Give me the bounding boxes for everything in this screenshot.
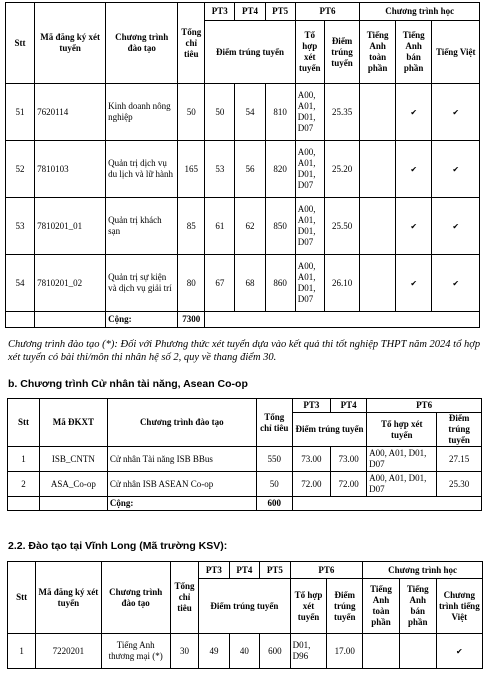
cell-stt: 51: [6, 84, 35, 141]
cell-pt4: 56: [235, 141, 265, 198]
admission-table-vinh-long: [7, 561, 483, 669]
cell-diem: 27.15: [437, 447, 482, 472]
table-row: [8, 472, 482, 497]
cell-to-hop: A00, A01, D01, D07: [295, 255, 324, 312]
cell-to-hop: A00, A01, D01, D07: [295, 198, 324, 255]
cell-pt4: 72.00: [331, 472, 367, 497]
cell-ma: ASA_Co-op: [39, 472, 107, 497]
cell-to-hop: A00, A01, D01, D07: [295, 141, 324, 198]
header-chuong-trinh-hoc: Chương trình học: [363, 562, 483, 579]
check-icon: ✔: [432, 141, 480, 198]
header-chuong-trinh-tieng-viet: Chương trình tiếng Việt: [436, 579, 482, 634]
check-icon: ✔: [395, 198, 432, 255]
cell-pt3: 50: [205, 84, 235, 141]
table-row: [6, 198, 480, 255]
check-icon: ✔: [395, 84, 432, 141]
section-heading-b: b. Chương trình Cử nhân tài năng, Asean Co-op: [8, 378, 248, 390]
cell-stt: 2: [8, 472, 40, 497]
table-row: [6, 84, 480, 141]
check-icon: ✔: [432, 198, 480, 255]
cell-pt4: 68: [235, 255, 265, 312]
header-tong-chi-tieu: Tổng chỉ tiêu: [170, 562, 198, 634]
cell-pt5: 600: [260, 634, 290, 669]
table-row: [6, 255, 480, 312]
header-to-hop: Tổ hợp xét tuyển: [295, 21, 324, 84]
admission-table-talent: [7, 398, 482, 511]
header-diem-trung-tuyen-pt6: Điểm trúng tuyển: [324, 21, 360, 84]
header-pt6: PT6: [290, 562, 363, 579]
cell-diem: 25.30: [437, 472, 482, 497]
admission-table-main: [5, 2, 480, 328]
cell-pt4: 54: [235, 84, 265, 141]
cell-ta-toan-phan: [363, 634, 400, 669]
header-chuong-trinh: Chương trình đào tạo: [106, 3, 178, 84]
section-heading-vinh-long: 2.2. Đào tạo tại Vĩnh Long (Mã trường KSV):: [8, 540, 228, 552]
cell-chuong-trinh: Quản trị khách sạn: [106, 198, 178, 255]
header-tong-chi-tieu: Tổng chỉ tiêu: [256, 399, 292, 447]
cell-ma: 7620114: [35, 84, 106, 141]
table-row: [8, 634, 483, 669]
total-row: [8, 497, 482, 511]
cell-to-hop: D01, D96: [290, 634, 327, 669]
cell-stt: 54: [6, 255, 35, 312]
header-chuong-trinh-hoc: Chương trình học: [360, 3, 480, 21]
cell-chuong-trinh: Quản trị dịch vụ du lịch và lữ hành: [106, 141, 178, 198]
cell-pt4: 40: [229, 634, 259, 669]
header-chuong-trinh: Chương trình đào tạo: [101, 562, 170, 634]
check-icon: ✔: [395, 141, 432, 198]
cell-ta-ban-phan: [399, 634, 436, 669]
cell-diem: 26.10: [324, 255, 360, 312]
header-diem-trung-tuyen-pt6: Điểm trúng tuyển: [437, 413, 482, 447]
header-to-hop: Tổ hợp xét tuyển: [367, 413, 437, 447]
total-row: [6, 312, 480, 328]
header-pt4: PT4: [229, 562, 259, 579]
header-tieng-anh-ban-phan: Tiếng Anh bán phần: [399, 579, 436, 634]
check-icon: ✔: [436, 634, 482, 669]
cell-ta-toan-phan: [360, 255, 396, 312]
cell-pt3: 73.00: [292, 447, 330, 472]
cell-tong: 50: [178, 84, 205, 141]
cell-chuong-trinh: Kinh doanh nông nghiệp: [106, 84, 178, 141]
cell-to-hop: A00, A01, D01, D07: [295, 84, 324, 141]
cell-chuong-trinh: Tiếng Anh thương mại (*): [101, 634, 170, 669]
cell-pt5: 820: [265, 141, 295, 198]
cell-tong: 165: [178, 141, 205, 198]
header-pt6: PT6: [367, 399, 482, 413]
header-ma-dkxt: Mã ĐKXT: [39, 399, 107, 447]
header-pt4: PT4: [331, 399, 367, 413]
cell-diem: 25.50: [324, 198, 360, 255]
table-row: [8, 447, 482, 472]
cell-ta-toan-phan: [360, 84, 396, 141]
total-value: 600: [256, 497, 292, 511]
cell-tong: 30: [170, 634, 198, 669]
cell-tong: 80: [178, 255, 205, 312]
header-tieng-anh-ban-phan: Tiếng Anh bán phần: [395, 21, 432, 84]
header-chuong-trinh: Chương trình đào tạo: [107, 399, 256, 447]
cell-stt: 1: [8, 447, 40, 472]
cell-tong: 85: [178, 198, 205, 255]
cell-tong: 50: [256, 472, 292, 497]
cell-diem: 25.35: [324, 84, 360, 141]
cell-ma: 7810201_02: [35, 255, 106, 312]
header-ma-dang-ky: Mã đăng ký xét tuyển: [35, 3, 106, 84]
cell-stt: 52: [6, 141, 35, 198]
cell-pt5: 860: [265, 255, 295, 312]
header-stt: Stt: [8, 562, 36, 634]
header-diem-trung-tuyen: Điểm trúng tuyển: [292, 413, 366, 447]
cell-pt3: 53: [205, 141, 235, 198]
cell-ma: 7810201_01: [35, 198, 106, 255]
cell-chuong-trinh: Cử nhân Tài năng ISB BBus: [107, 447, 256, 472]
cell-chuong-trinh: Cử nhân ISB ASEAN Co-op: [107, 472, 256, 497]
cell-ta-toan-phan: [360, 198, 396, 255]
header-tieng-anh-toan-phan: Tiếng Anh toàn phần: [360, 21, 396, 84]
total-label: Cộng:: [106, 312, 178, 328]
cell-stt: 53: [6, 198, 35, 255]
header-to-hop: Tổ hợp xét tuyển: [290, 579, 327, 634]
cell-ma: ISB_CNTN: [39, 447, 107, 472]
cell-ta-toan-phan: [360, 141, 396, 198]
total-label: Cộng:: [107, 497, 256, 511]
header-pt5: PT5: [265, 3, 295, 21]
check-icon: ✔: [395, 255, 432, 312]
header-diem-trung-tuyen: Điểm trúng tuyển: [199, 579, 290, 634]
cell-pt3: 61: [205, 198, 235, 255]
table-row: [6, 141, 480, 198]
header-diem-trung-tuyen: Điểm trúng tuyển: [205, 21, 295, 84]
header-pt3: PT3: [199, 562, 229, 579]
cell-to-hop: A00, A01, D01, D07: [367, 447, 437, 472]
total-value: 7300: [178, 312, 205, 328]
header-tong-chi-tieu: Tổng chỉ tiêu: [178, 3, 205, 84]
header-stt: Stt: [6, 3, 35, 84]
header-ma-dang-ky: Mã đăng ký xét tuyển: [36, 562, 101, 634]
cell-pt5: 850: [265, 198, 295, 255]
header-pt3: PT3: [205, 3, 235, 21]
cell-pt3: 67: [205, 255, 235, 312]
header-pt4: PT4: [235, 3, 265, 21]
header-tieng-viet: Tiếng Việt: [432, 21, 480, 84]
header-tieng-anh-toan-phan: Tiếng Anh toàn phần: [363, 579, 400, 634]
header-pt6: PT6: [295, 3, 360, 21]
cell-pt3: 72.00: [292, 472, 330, 497]
cell-pt5: 810: [265, 84, 295, 141]
footnote: Chương trình đào tạo (*): Đối với Phương thức xét tuyển dựa vào kết quả thi tốt nghiệp THPT năm 2024 tổ hợp xét tuyển có bài thi/môn thi nhân hệ số 2, quy về thang điểm 30.: [8, 339, 481, 363]
cell-tong: 550: [256, 447, 292, 472]
cell-pt3: 49: [199, 634, 229, 669]
cell-pt4: 62: [235, 198, 265, 255]
cell-to-hop: A00, A01, D01, D07: [367, 472, 437, 497]
cell-ma: 7810103: [35, 141, 106, 198]
cell-diem: 17.00: [327, 634, 363, 669]
cell-stt: 1: [8, 634, 36, 669]
cell-ma: 7220201: [36, 634, 101, 669]
header-pt3: PT3: [292, 399, 330, 413]
cell-chuong-trinh: Quản trị sự kiện và dịch vụ giải trí: [106, 255, 178, 312]
header-pt5: PT5: [260, 562, 290, 579]
check-icon: ✔: [432, 255, 480, 312]
header-diem-trung-tuyen-pt6: Điểm trúng tuyển: [327, 579, 363, 634]
cell-diem: 25.20: [324, 141, 360, 198]
header-stt: Stt: [8, 399, 40, 447]
check-icon: ✔: [432, 84, 480, 141]
cell-pt4: 73.00: [331, 447, 367, 472]
